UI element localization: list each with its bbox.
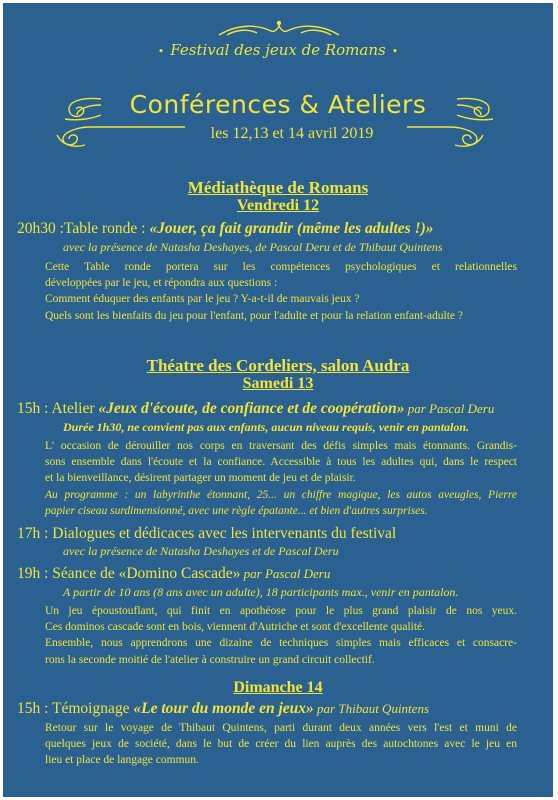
bullet-icon: • bbox=[391, 44, 399, 58]
description-line: lieu et place de langage commun. bbox=[45, 754, 199, 767]
venue-cordeliers: Théatre des Cordeliers, salon Audra bbox=[146, 356, 410, 375]
event-time: 19h : Séance de «Domino Cascade» bbox=[17, 565, 241, 582]
event-note: A partir de 10 ans (8 ans avec un adulte), 18 participants max., venir en pantalon. bbox=[63, 585, 459, 599]
bullet-icon: • bbox=[157, 44, 165, 58]
top-ornament bbox=[209, 19, 349, 41]
event-table-ronde bbox=[17, 220, 543, 238]
event-description bbox=[45, 259, 517, 324]
event-time: 15h : Atelier bbox=[17, 400, 99, 417]
description-line: Cette Table ronde portera sur les compétences psychologiques et relationnelles bbox=[45, 261, 517, 273]
event-program bbox=[45, 487, 517, 519]
description-line: Comment éduquer des enfants par le jeu ? Y-a-t-il de mauvais jeux ? bbox=[45, 293, 360, 306]
event-description bbox=[45, 603, 517, 668]
venue-mediatheque: Médiathèque de Romans bbox=[187, 178, 369, 197]
description-line: Retour sur le voyage de Thibaut Quintens, parti durant deux années vers l'est et muni de bbox=[45, 722, 517, 734]
poster bbox=[3, 3, 553, 797]
description-line: développées par le jeu, et répondra aux questions : bbox=[45, 277, 278, 290]
event-speaker: par Pascal Deru bbox=[404, 401, 495, 416]
festival-name: • Festival des jeux de Romans • bbox=[157, 41, 399, 59]
event-note: Durée 1h30, ne convient pas aux enfants, aucun niveau requis, venir en pantalon. bbox=[63, 420, 470, 434]
event-dialogues: 17h : Dialogues et dédicaces avec les intervenants du festival bbox=[17, 525, 397, 542]
event-title: «Jeux d'écoute, de confiance et de coopération» bbox=[98, 400, 405, 417]
description-line: et la bienveillance, désirent partager un moment de jeu et de plaisir. bbox=[45, 472, 356, 485]
right-ornament bbox=[455, 95, 495, 123]
event-speaker: par Pascal Deru bbox=[240, 566, 331, 581]
description-line: Ces dominos cascade sont en bois, viennent d'Autriche et sont d'excellente qualité. bbox=[45, 621, 426, 634]
day-saturday: Samedi 13 bbox=[242, 375, 314, 392]
description-line: Un jeu époustouflant, qui finit en apothéose pour le plus grand plaisir de nos yeux. bbox=[45, 605, 517, 617]
event-speaker: par Thibaut Quintens bbox=[313, 701, 430, 716]
event-temoignage bbox=[17, 700, 543, 718]
day-friday: Vendredi 12 bbox=[236, 197, 320, 214]
description-line: sons ensemble dans l'écoute et la confiance. Accessible à tous les adultes qui, dans le respect bbox=[45, 456, 517, 469]
page-title: Conférences & Ateliers bbox=[129, 90, 427, 119]
event-time: 15h : Témoignage bbox=[17, 700, 134, 717]
event-guests: avec la présence de Natasha Deshayes, de Pascal Deru et de Thibaut Quintens bbox=[63, 240, 443, 254]
program-line: Au programme : un labyrinthe étonnant, 25... un chiffre magique, les autos aveugles, Pierre bbox=[45, 489, 517, 501]
event-domino bbox=[17, 565, 543, 583]
event-title: «Jouer, ça fait grandir (même les adultes !)» bbox=[149, 220, 434, 237]
event-description bbox=[45, 438, 517, 487]
description-line: L' occasion de dérouiller nos corps en traversant des défis simples mais étonnants. Grandis- bbox=[45, 440, 517, 452]
program-line: papier ciseau surdimensionné, avec une règle épatante... et bien d'autres surprises. bbox=[45, 505, 428, 518]
event-atelier bbox=[17, 400, 543, 418]
description-line: rons la seconde moitié de l'atelier à construire un grand circuit collectif. bbox=[45, 653, 375, 666]
event-description bbox=[45, 720, 517, 769]
dates: les 12,13 et 14 avril 2019 bbox=[210, 125, 374, 142]
description-line: Ensemble, nous apprendrons une dizaine de techniques simples mais efficaces et consacre- bbox=[45, 637, 517, 650]
event-guests: avec la présence de Natasha Deshayes et de Pascal Deru bbox=[63, 544, 339, 558]
event-title: «Le tour du monde en jeux» bbox=[133, 700, 314, 717]
description-line: Quels sont les bienfaits du jeu pour l'enfant, pour l'adulte et pour la relation enfant-adulte ? bbox=[45, 309, 464, 322]
event-time: 20h30 :Table ronde : bbox=[17, 220, 150, 237]
description-line: quelques jeux de société, dans le but de créer du lien auprès des autochtones avec le jeu en bbox=[45, 738, 517, 751]
day-sunday: Dimanche 14 bbox=[233, 679, 323, 696]
